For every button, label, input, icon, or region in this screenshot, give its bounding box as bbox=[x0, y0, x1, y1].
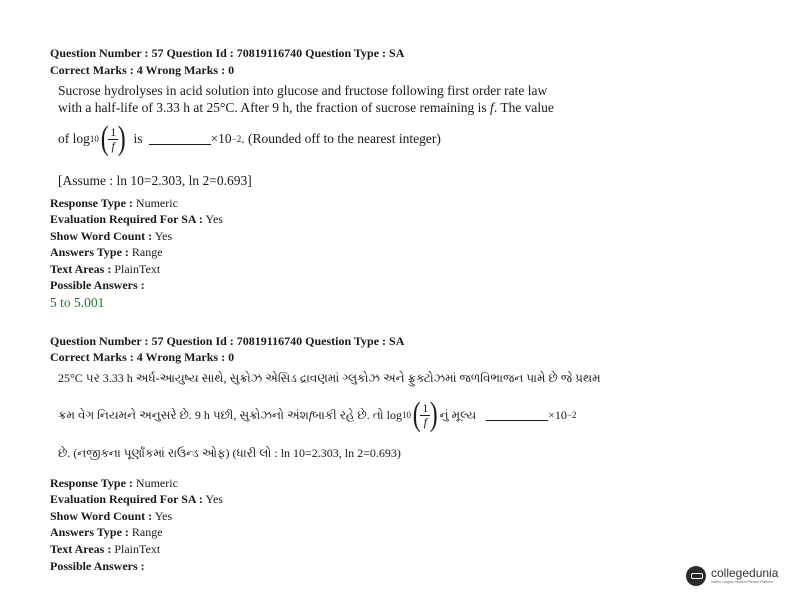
possible-answers-value: 5 to 5.001 bbox=[50, 295, 105, 310]
collegedunia-mascot-icon bbox=[686, 566, 706, 586]
fraction-denominator: f bbox=[423, 414, 428, 429]
variable-f: f bbox=[490, 100, 494, 115]
possible-answers-label: Possible Answers : bbox=[50, 559, 145, 573]
text-areas-label: Text Areas : bbox=[50, 542, 112, 556]
evaluation-required bbox=[50, 492, 223, 507]
evaluation-value: Yes bbox=[205, 212, 223, 226]
evaluation-label: Evaluation Required For SA : bbox=[50, 492, 203, 506]
text-areas bbox=[50, 542, 160, 557]
question-text-segment: બાકી રહે છે. તો log bbox=[312, 407, 403, 422]
question-text-line-1: Sucrose hydrolyses in acid solution into glucose and fructose following first order rate law bbox=[58, 83, 548, 98]
question-text-segment: . The value bbox=[493, 100, 554, 115]
fraction-denominator: f bbox=[111, 138, 115, 153]
assume-text: [Assume : ln 10=2.303, ln 2=0.693] bbox=[58, 173, 252, 188]
fraction-expression bbox=[411, 396, 440, 433]
right-paren: ) bbox=[117, 120, 126, 157]
word-count-label: Show Word Count : bbox=[50, 509, 153, 523]
text-areas-value: PlainText bbox=[114, 542, 161, 556]
times-exponent: −2 bbox=[231, 134, 242, 144]
right-paren: ) bbox=[430, 396, 438, 433]
word-count-value: Yes bbox=[154, 229, 173, 243]
left-paren: ( bbox=[412, 396, 421, 433]
text-areas-label: Text Areas : bbox=[50, 262, 112, 276]
log-text: of log bbox=[58, 131, 90, 146]
question-text-line-2 bbox=[58, 100, 554, 116]
answers-type-label: Answers Type : bbox=[50, 245, 129, 259]
fraction-numerator: 1 bbox=[422, 400, 429, 415]
show-word-count bbox=[50, 229, 172, 244]
rounded-text: . (Rounded off to the nearest integer) bbox=[241, 131, 441, 146]
gujarati-question-line-3: છે. (નજીકના પૂર્ણાંકમાં રાઉન્ડ ઓફ) (ધારી લો : ln 10=2.303, ln 2=0.693) bbox=[58, 446, 401, 460]
answers-type-label: Answers Type : bbox=[50, 525, 129, 539]
question-text-segment: with a half-life of 3.33 h at 25°C. After 9 h, the fraction of sucrose remaining is bbox=[58, 100, 491, 115]
text-areas bbox=[50, 262, 160, 277]
log-expression-line bbox=[58, 120, 441, 157]
gujarati-question-line-2 bbox=[58, 396, 577, 433]
question-header: Question Number : 57 Question Id : 70819116740 Question Type : SA bbox=[50, 46, 405, 60]
word-count-label: Show Word Count : bbox=[50, 229, 153, 243]
possible-answers-label: Possible Answers : bbox=[50, 278, 145, 292]
evaluation-value: Yes bbox=[205, 492, 223, 506]
value-text: નું મૂલ્ય bbox=[439, 407, 477, 422]
question-text-segment: ક્રમ વેગ નિયમને અનુસરે છે. 9 h પછી, સુક્રોઝનો અંશ bbox=[58, 407, 309, 422]
is-text: is bbox=[133, 131, 143, 146]
answers-type-value: Range bbox=[131, 245, 163, 259]
text-areas-value: PlainText bbox=[114, 262, 161, 276]
variable-f: f bbox=[308, 407, 313, 422]
question-header: Question Number : 57 Question Id : 70819116740 Question Type : SA bbox=[50, 334, 405, 348]
marks-header: Correct Marks : 4 Wrong Marks : 0 bbox=[50, 350, 235, 364]
response-type bbox=[50, 196, 178, 211]
answers-type bbox=[50, 245, 163, 260]
fraction-expression bbox=[99, 120, 128, 157]
show-word-count bbox=[50, 509, 172, 524]
left-paren: ( bbox=[100, 120, 109, 157]
response-type bbox=[50, 476, 178, 491]
times-exponent: −2 bbox=[566, 410, 577, 420]
marks-header: Correct Marks : 4 Wrong Marks : 0 bbox=[50, 63, 235, 77]
response-type-label: Response Type : bbox=[50, 196, 133, 210]
log-base: 10 bbox=[89, 134, 99, 144]
times-text: ×10 bbox=[548, 407, 567, 422]
response-type-label: Response Type : bbox=[50, 476, 133, 490]
times-text: ×10 bbox=[210, 131, 232, 146]
collegedunia-logo bbox=[686, 566, 778, 586]
evaluation-required bbox=[50, 212, 223, 227]
fraction-numerator: 1 bbox=[110, 124, 117, 139]
answer-blank bbox=[486, 410, 548, 421]
answers-type-value: Range bbox=[131, 525, 163, 539]
evaluation-label: Evaluation Required For SA : bbox=[50, 212, 203, 226]
gujarati-question-line-1: 25°C પર 3.33 h અર્ધ-આયુષ્ય સાથે, સુક્રોઝ એસિડ દ્રાવણમાં ગ્લુકોઝ અને ફ્રુક્ટોઝમાં જળવિભાજન પામે છે જે પ્રથમ bbox=[58, 371, 601, 385]
log-base: 10 bbox=[402, 410, 412, 420]
word-count-value: Yes bbox=[154, 509, 173, 523]
logo-text bbox=[711, 567, 778, 585]
response-type-value: Numeric bbox=[135, 196, 178, 210]
logo-tagline: India's Largest Student Review Platform bbox=[711, 580, 774, 584]
response-type-value: Numeric bbox=[135, 476, 178, 490]
logo-name: collegedunia bbox=[711, 566, 779, 580]
answer-blank bbox=[149, 134, 211, 145]
answers-type bbox=[50, 525, 163, 540]
